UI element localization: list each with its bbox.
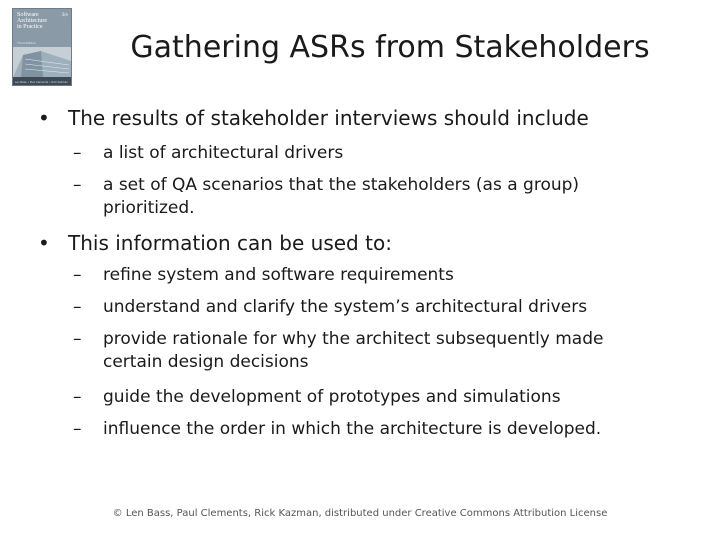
book-cover-art: [13, 47, 71, 77]
sub-bullet-dash: –: [73, 419, 82, 439]
sub-bullet-dash: –: [73, 265, 82, 285]
sub-bullet-item: [73, 174, 693, 220]
book-cover-title-line: in Practice: [17, 24, 43, 30]
sub-bullet-item: [73, 142, 693, 165]
book-cover-edition: 3/e: [61, 12, 68, 17]
book-cover-authors: Len Bass • Paul Clements • Rick Kazman: [15, 81, 69, 84]
sub-bullet-item: [73, 264, 693, 287]
book-cover-building-icon: [13, 47, 71, 77]
sub-bullet-text: a list of architectural drivers: [103, 143, 344, 163]
bullet-item: [38, 105, 708, 131]
sub-bullet-continuation: certain design decisions: [103, 352, 309, 372]
book-cover-image: [12, 8, 72, 86]
slide-title: Gathering ASRs from Stakeholders: [130, 30, 650, 65]
sub-bullet-continuation: prioritized.: [103, 198, 195, 218]
sub-bullet-text: provide rationale for why the architect subsequently made: [103, 329, 604, 349]
sub-bullet-text: refine system and software requirements: [103, 265, 454, 285]
sub-bullet-item: [73, 418, 693, 441]
sub-bullet-dash: –: [73, 297, 82, 317]
book-cover-title-line: Software: [17, 12, 39, 18]
book-cover-title: [17, 12, 61, 30]
sub-bullet-item: [73, 328, 693, 374]
sub-bullet-dash: –: [73, 143, 82, 163]
sub-bullet-item: [73, 296, 693, 319]
copyright-footer: © Len Bass, Paul Clements, Rick Kazman, distributed under Creative Commons Attribution License: [112, 508, 608, 519]
book-cover-title-line: Architecture: [17, 18, 47, 24]
bullet-dot: •: [38, 231, 50, 255]
sub-bullet-item: [73, 386, 693, 409]
book-cover-subtitle: Third Edition: [17, 41, 36, 45]
sub-bullet-dash: –: [73, 175, 82, 195]
bullet-item: [38, 230, 708, 256]
sub-bullet-text: guide the development of prototypes and simulations: [103, 387, 561, 407]
bullet-dot: •: [38, 106, 50, 130]
sub-bullet-dash: –: [73, 387, 82, 407]
bullet-text: This information can be used to:: [68, 231, 392, 255]
sub-bullet-text: a set of QA scenarios that the stakeholders (as a group): [103, 175, 580, 195]
book-cover-strip: [13, 77, 71, 85]
sub-bullet-dash: –: [73, 329, 82, 349]
bullet-text: The results of stakeholder interviews should include: [68, 106, 589, 130]
sub-bullet-text: understand and clarify the system’s architectural drivers: [103, 297, 588, 317]
sub-bullet-text: influence the order in which the architecture is developed.: [103, 419, 602, 439]
